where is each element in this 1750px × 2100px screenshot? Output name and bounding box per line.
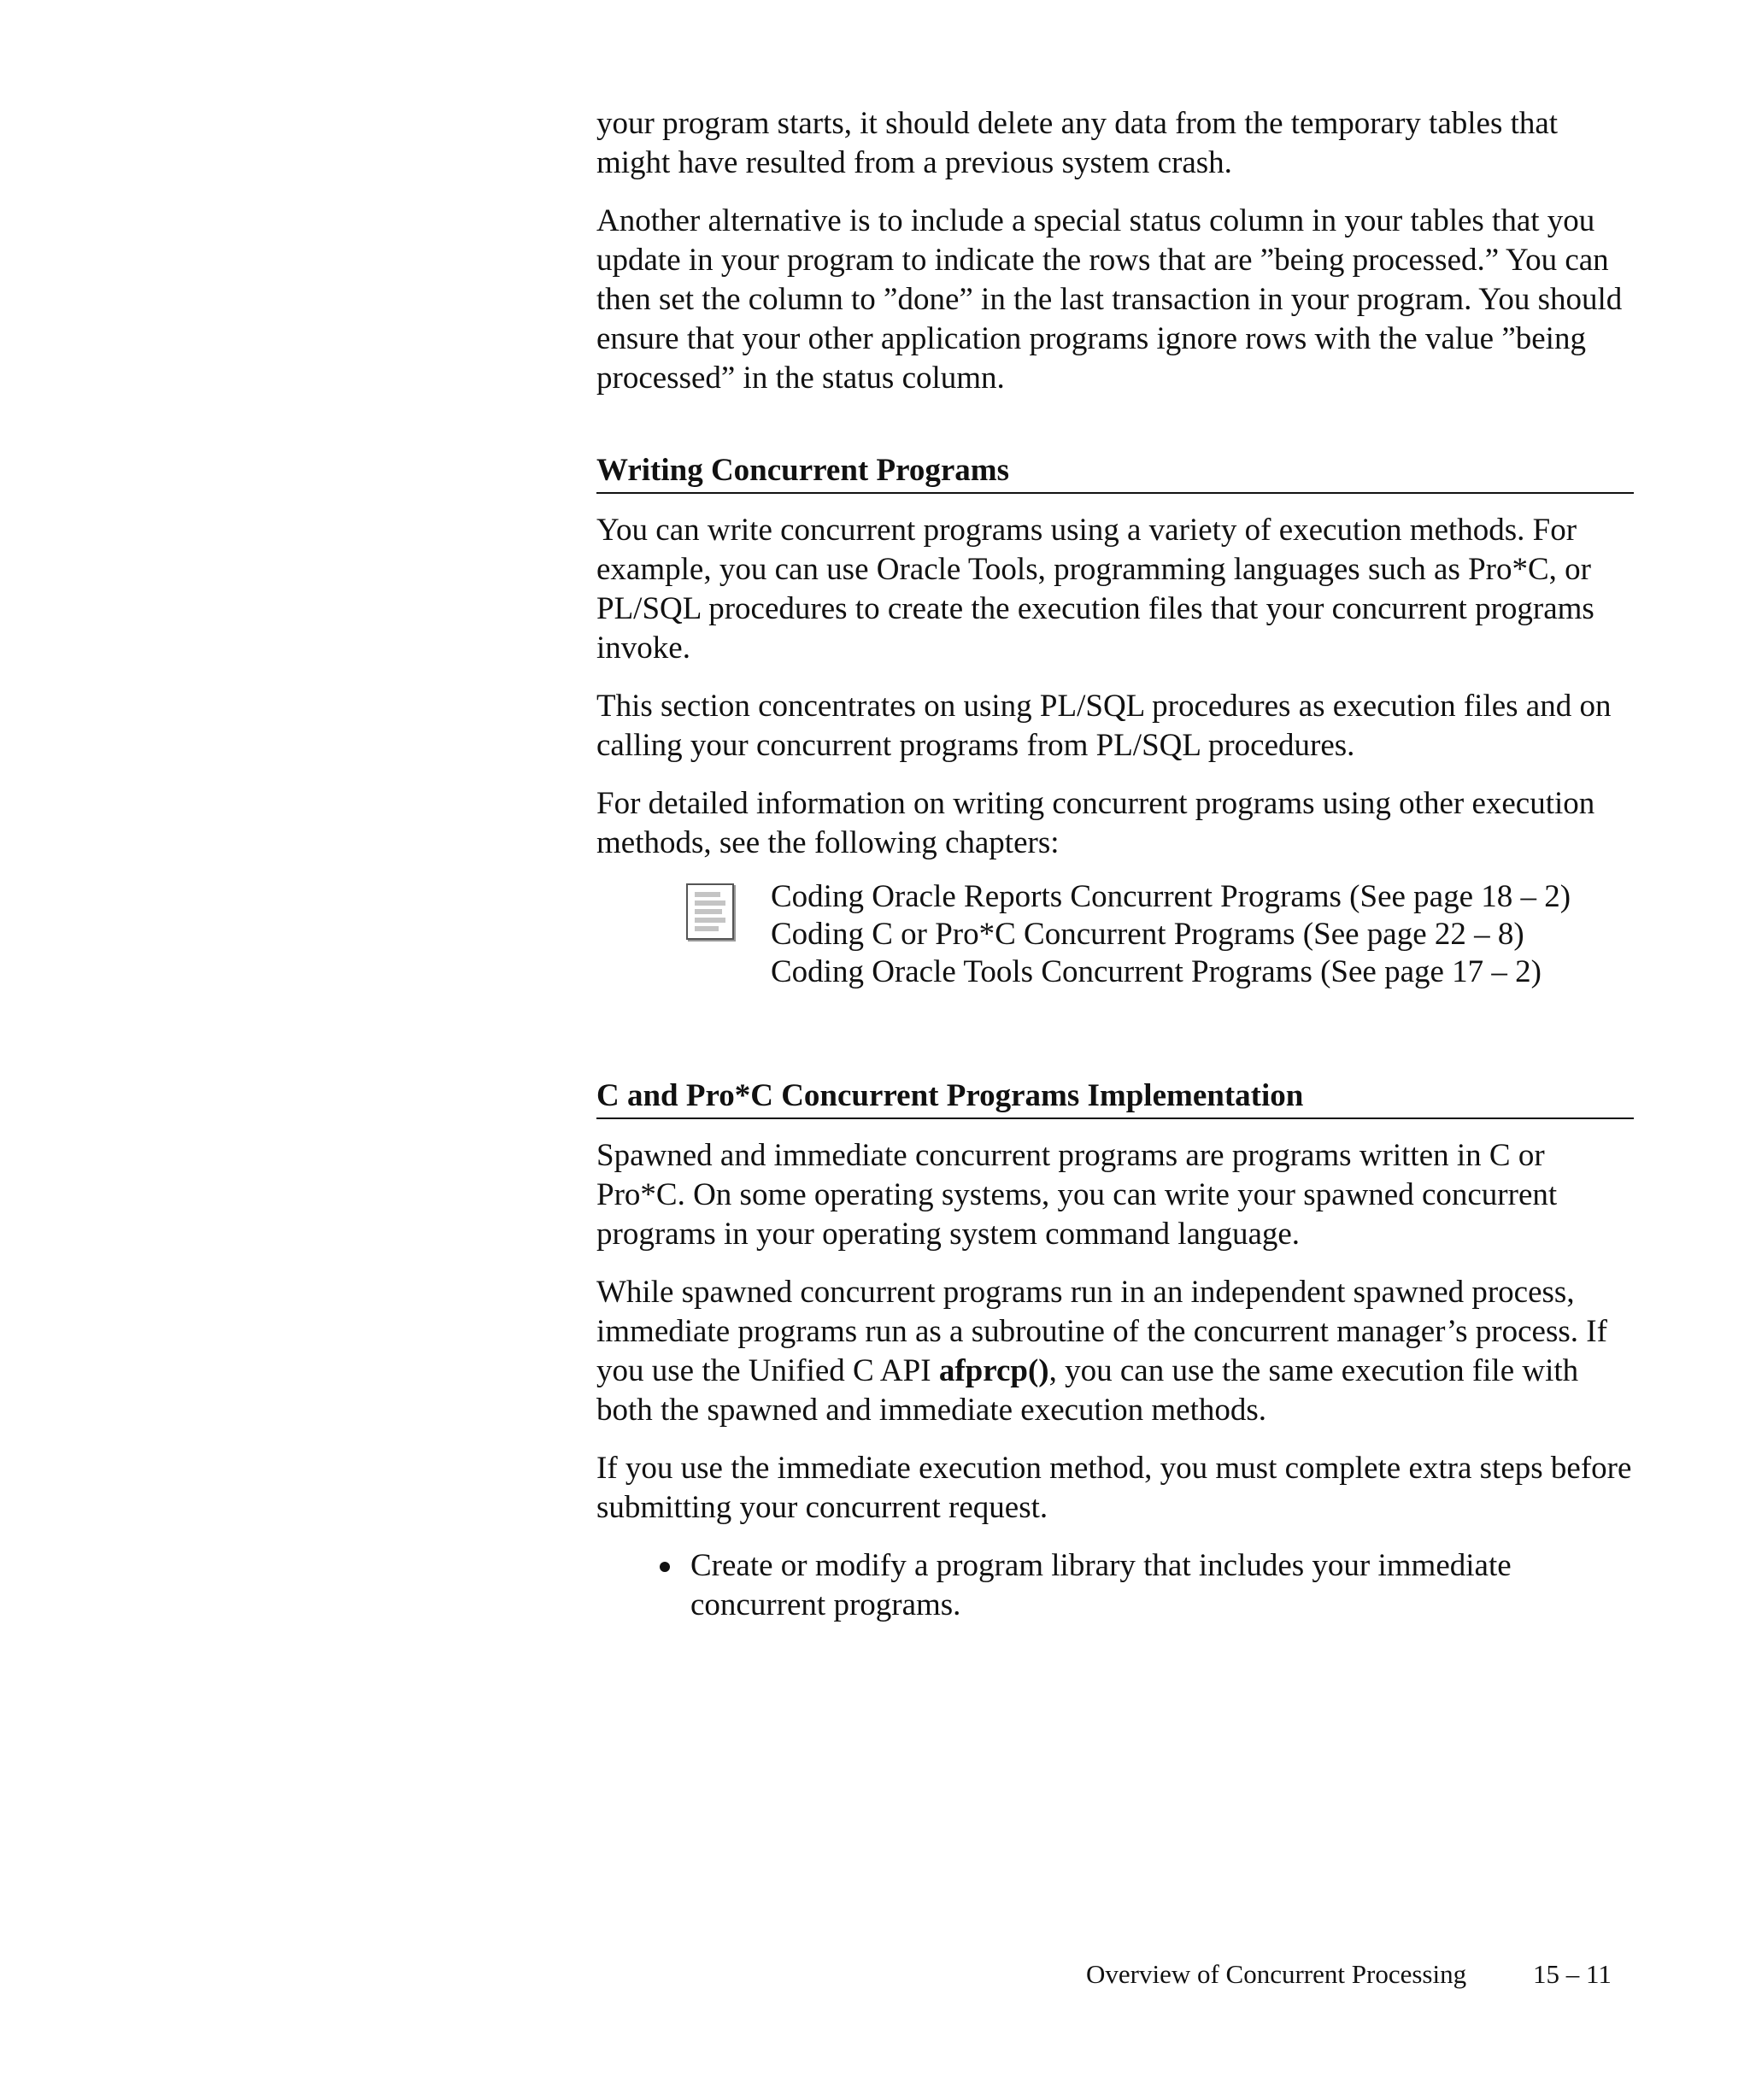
intro-paragraph-2: Another alternative is to include a special status column in your tables that you update in your program to indicate the rows that are ”being processed.” You can then set the column to ”done” in the last transaction in your program. You should ensure that your other application programs ignore rows with the value ”being processed” in the status column. xyxy=(596,203,1623,396)
cproc-paragraph-1: Spawned and immediate concurrent programs are programs written in C or Pro*C. On some operating systems, you can write your spawned concurrent programs in your operating system command language. xyxy=(596,1138,1558,1252)
api-name-afprcp: afprcp() xyxy=(938,1353,1049,1388)
footer-title: Overview of Concurrent Processing xyxy=(1086,1959,1467,1989)
section-heading-writing: Writing Concurrent Programs xyxy=(596,451,1634,494)
bullet-list xyxy=(596,1546,1634,1625)
chapter-link-oracle-reports[interactable]: Coding Oracle Reports Concurrent Programs (See page 18 – 2) xyxy=(771,879,1571,914)
section-heading-c-proc: C and Pro*C Concurrent Programs Implementation xyxy=(596,1076,1634,1119)
writing-paragraph-3: For detailed information on writing concurrent programs using other execution methods, see the following chapters: xyxy=(596,786,1595,860)
list-item xyxy=(690,1546,1634,1625)
chapter-references xyxy=(686,878,1634,991)
chapter-link-c-proc[interactable]: Coding C or Pro*C Concurrent Programs (See page 22 – 8) xyxy=(771,917,1524,952)
writing-paragraph-1: You can write concurrent programs using a variety of execution methods. For example, you can use Oracle Tools, programming languages such as Pro*C, or PL/SQL procedures to create the execution files that your concurrent programs invoke. xyxy=(596,513,1594,666)
bullet-icon xyxy=(660,1562,670,1572)
cproc-paragraph-2 xyxy=(596,1273,1634,1430)
page-number: 15 – 11 xyxy=(1533,1959,1612,1989)
list-item-text: Create or modify a program library that includes your immediate concurrent programs. xyxy=(690,1548,1512,1622)
cproc-paragraph-2-text-b: , you can use the same execution file with both the spawned and immediate execution methods. xyxy=(596,1353,1579,1428)
writing-paragraph-2: This section concentrates on using PL/SQL procedures as execution files and on calling your concurrent programs from PL/SQL procedures. xyxy=(596,689,1612,763)
intro-paragraph-1: your program starts, it should delete any data from the temporary tables that might have resulted from a previous system crash. xyxy=(596,106,1559,180)
cproc-paragraph-3: If you use the immediate execution method, you must complete extra steps before submitting your concurrent request. xyxy=(596,1451,1632,1525)
document-icon xyxy=(686,883,734,940)
chapter-link-oracle-tools[interactable]: Coding Oracle Tools Concurrent Programs (See page 17 – 2) xyxy=(771,954,1542,989)
cproc-paragraph-2-text-a: While spawned concurrent programs run in an independent spawned process, immediate programs run as a subroutine of the concurrent manager’s process. If you use the Unified C API xyxy=(596,1275,1607,1388)
main-column xyxy=(596,104,1634,1625)
